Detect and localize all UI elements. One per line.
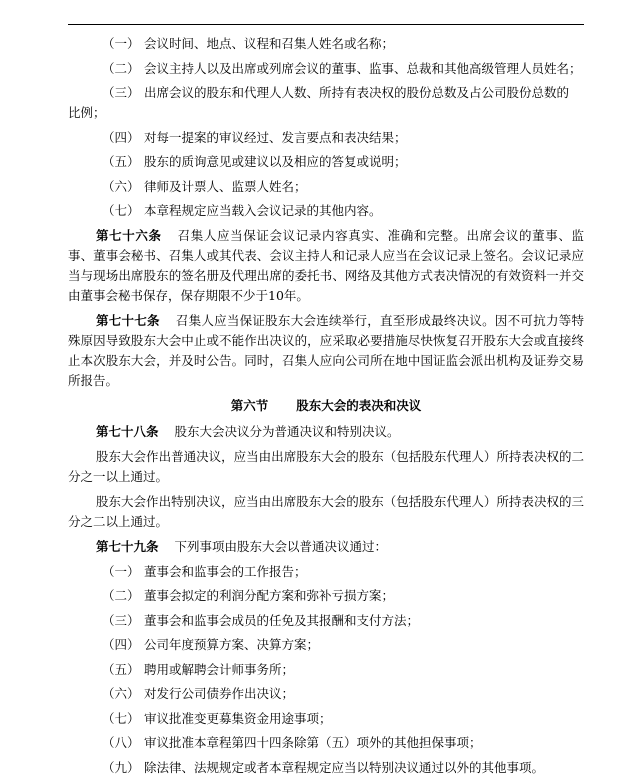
list-item: （八） 审议批准本章程第四十四条除第（五）项外的其他担保事项； [102, 735, 482, 750]
list-item: （三） 出席会议的股东和代理人人数、所持有表决权的股份总数及占公司股份总数的 比例； [68, 85, 570, 120]
article-78-paragraph: 股东大会作出特别决议，应当由出席股东大会的股东（包括股东代理人）所持表决权的三分之二以上通过。 [68, 493, 584, 529]
list-item: （九） 除法律、法规规定或者本章程规定应当以特别决议通过以外的其他事项。 [102, 759, 545, 775]
header-rule [68, 24, 584, 25]
article-77: 第七十七条 召集人应当保证股东大会连续举行，直至形成最终决议。因不可抗力等特殊原因导致股东大会中止或不能作出决议的，应采取必要措施尽快恢复召开股东大会或直接终止本次股东大会，并及时公告。同时，召集人应向公司所在地中国证监会派出机构及证券交易所报告。 [68, 312, 584, 388]
list-item: （五） 股东的质询意见或建议以及相应的答复或说明； [102, 154, 407, 169]
document-body [68, 34, 584, 782]
article-79: 第七十九条 下列事项由股东大会以普通决议通过： [96, 538, 388, 554]
list-item: （四） 对每一提案的审议经过、发言要点和表决结果； [102, 129, 407, 145]
article-76: 第七十六条 召集人应当保证会议记录内容真实、准确和完整。出席会议的董事、监事、董事会秘书、召集人或其代表、会议主持人和记录人应当在会议记录上签名。会议记录应当与现场出席股东的签名册及代理出席的委托书、网络及其他方式表决情况的有效资料一并交由董事会秘书保存，保存期限不少于10年。 [68, 227, 584, 303]
list-item: （七） 审议批准变更募集资金用途事项； [102, 710, 332, 726]
list-ordinary-resolutions [68, 562, 584, 778]
list-item: （六） 律师及计票人、监票人姓名； [102, 178, 307, 194]
list-item: （七） 本章程规定应当载入会议记录的其他内容。 [102, 203, 382, 218]
section-heading: 第六节 股东大会的表决和决议 [230, 397, 422, 413]
list-item: （一） 会议时间、地点、议程和召集人姓名或名称； [102, 36, 395, 51]
list-item: （一） 董事会和监事会的工作报告； [102, 563, 307, 579]
list-item: （三） 董事会和监事会成员的任免及其报酬和支付方法； [102, 612, 420, 628]
list-item: （五） 聘用或解聘会计师事务所； [102, 661, 295, 677]
article-78: 第七十八条 股东大会决议分为普通决议和特别决议。 [96, 423, 400, 439]
list-item: （六） 对发行公司债券作出决议； [102, 686, 295, 701]
list-item: （二） 董事会拟定的利润分配方案和弥补亏损方案； [102, 588, 395, 603]
list-meeting-record [68, 34, 584, 221]
list-item: （二） 会议主持人以及出席或列席会议的董事、监事、总裁和其他高级管理人员姓名； [102, 60, 582, 76]
list-item: （四） 公司年度预算方案、决算方案； [102, 637, 320, 652]
article-78-paragraph: 股东大会作出普通决议，应当由出席股东大会的股东（包括股东代理人）所持表决权的二分之一以上通过。 [68, 448, 584, 484]
